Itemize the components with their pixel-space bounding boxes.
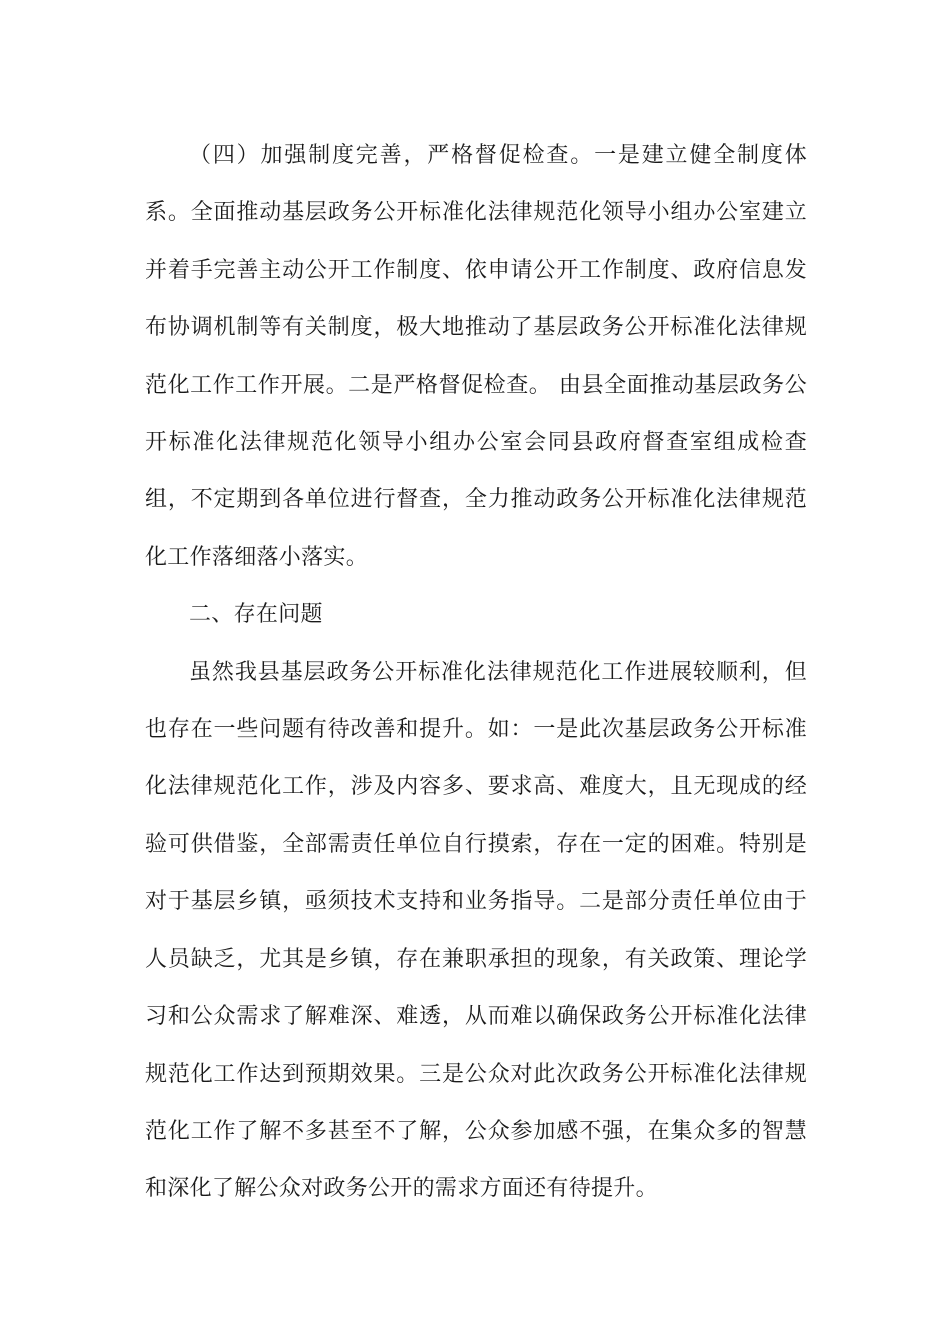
section-heading-problems: 二、存在问题	[189, 602, 323, 628]
paragraph-problems: 虽然我县基层政务公开标准化法律规范化工作进展较顺利，但也存在一些问题有待改善和提升。如：一是此次基层政务公开标准化法律规范化工作，涉及内容多、要求高、难度大，且无现成的经验可供借鉴，全部需责任单位自行摸索，存在一定的困难。特别是对于基层乡镇，亟须技术支持和业务指导。二是部分责任单位由于人员缺乏，尤其是乡镇，存在兼职承担的现象，有关政策、理论学习和公众需求了解难深、难透，从而难以确保政务公开标准化法律规范化工作达到预期效果。三是公众对此次政务公开标准化法律规范化工作了解不多甚至不了解，公众参加感不强，在集众多的智慧和深化了解公众对政务公开的需求方面还有待提升。	[145, 659, 807, 1202]
document-body	[145, 127, 807, 1218]
paragraph-supervision: （四）加强制度完善，严格督促检查。一是建立健全制度体系。全面推动基层政务公开标准化法律规范化领导小组办公室建立并着手完善主动公开工作制度、依申请公开工作制度、政府信息发布协调机制等有关制度，极大地推动了基层政务公开标准化法律规范化工作工作开展。二是严格督促检查。 由县全面推动基层政务公开标准化法律规范化领导小组办公室会同县政府督查室组成检查组，不定期到各单位进行督查，全力推动政务公开标准化法律规范化工作落细落小落实。	[145, 143, 807, 570]
